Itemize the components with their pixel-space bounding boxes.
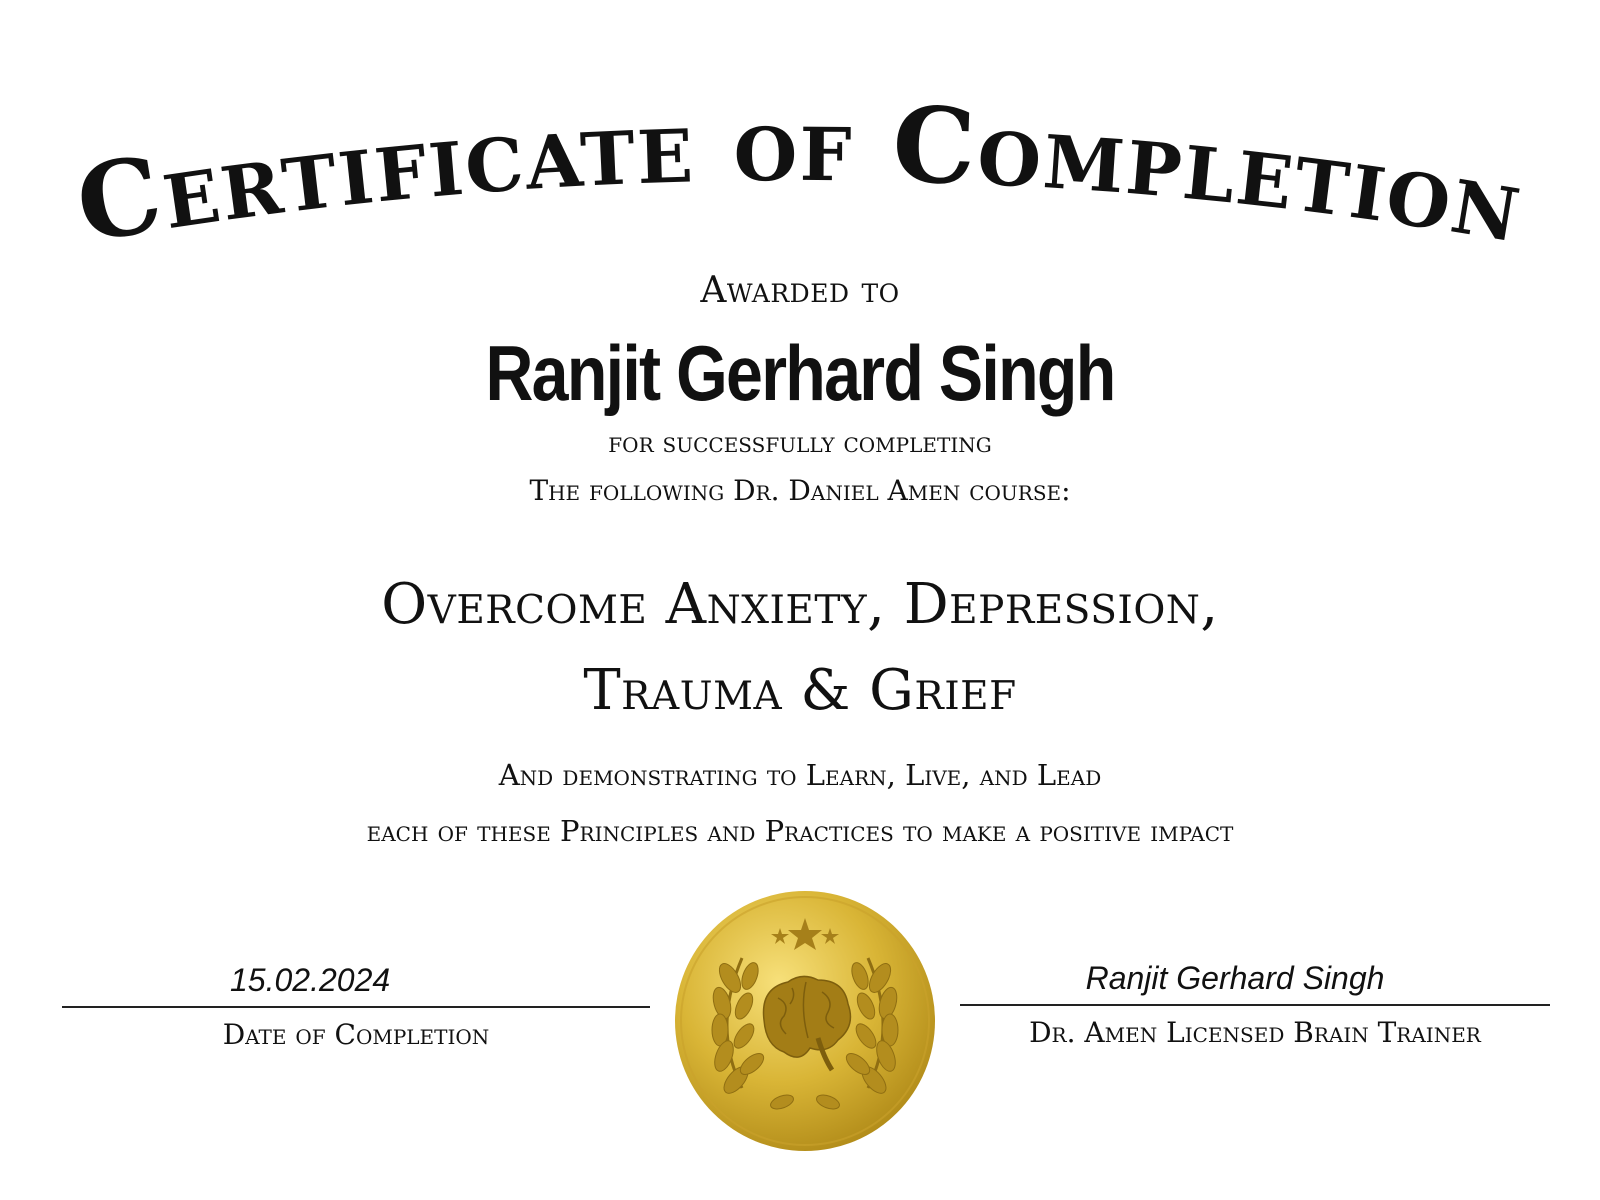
trainer-signature-block	[960, 958, 1550, 1049]
trainer-title-label: Dr. Amen Licensed Brain Trainer	[1029, 1016, 1481, 1049]
date-signature-line	[62, 1006, 650, 1008]
course-title-line2: Trauma & Grief	[583, 658, 1017, 723]
date-of-completion-label: Date of Completion	[222, 1018, 490, 1051]
trainer-signature: Ranjit Gerhard Singh	[1085, 960, 1385, 996]
brain-laurel-seal-icon	[672, 888, 938, 1154]
certificate-title: Certificate of Completion	[68, 81, 1532, 267]
completion-date: 15.02.2024	[230, 962, 391, 998]
trainer-signature-line	[960, 1004, 1550, 1006]
completion-statement-line2: The following Dr. Daniel Amen course:	[529, 474, 1071, 507]
principles-statement-line2: each of these Principles and Practices to make a positive impact	[366, 814, 1234, 848]
completion-statement-line1: for successfully completing	[608, 426, 992, 459]
principles-statement-line1: And demonstrating to Learn, Live, and Lead	[498, 758, 1102, 792]
course-title-line1: Overcome Anxiety, Depression,	[381, 572, 1219, 637]
certificate-title-arc	[0, 80, 1600, 300]
awarded-to-label: Awarded to	[700, 270, 900, 311]
recipient-name: Ranjit Gerhard Singh	[485, 329, 1115, 417]
date-of-completion-block	[62, 960, 650, 1051]
